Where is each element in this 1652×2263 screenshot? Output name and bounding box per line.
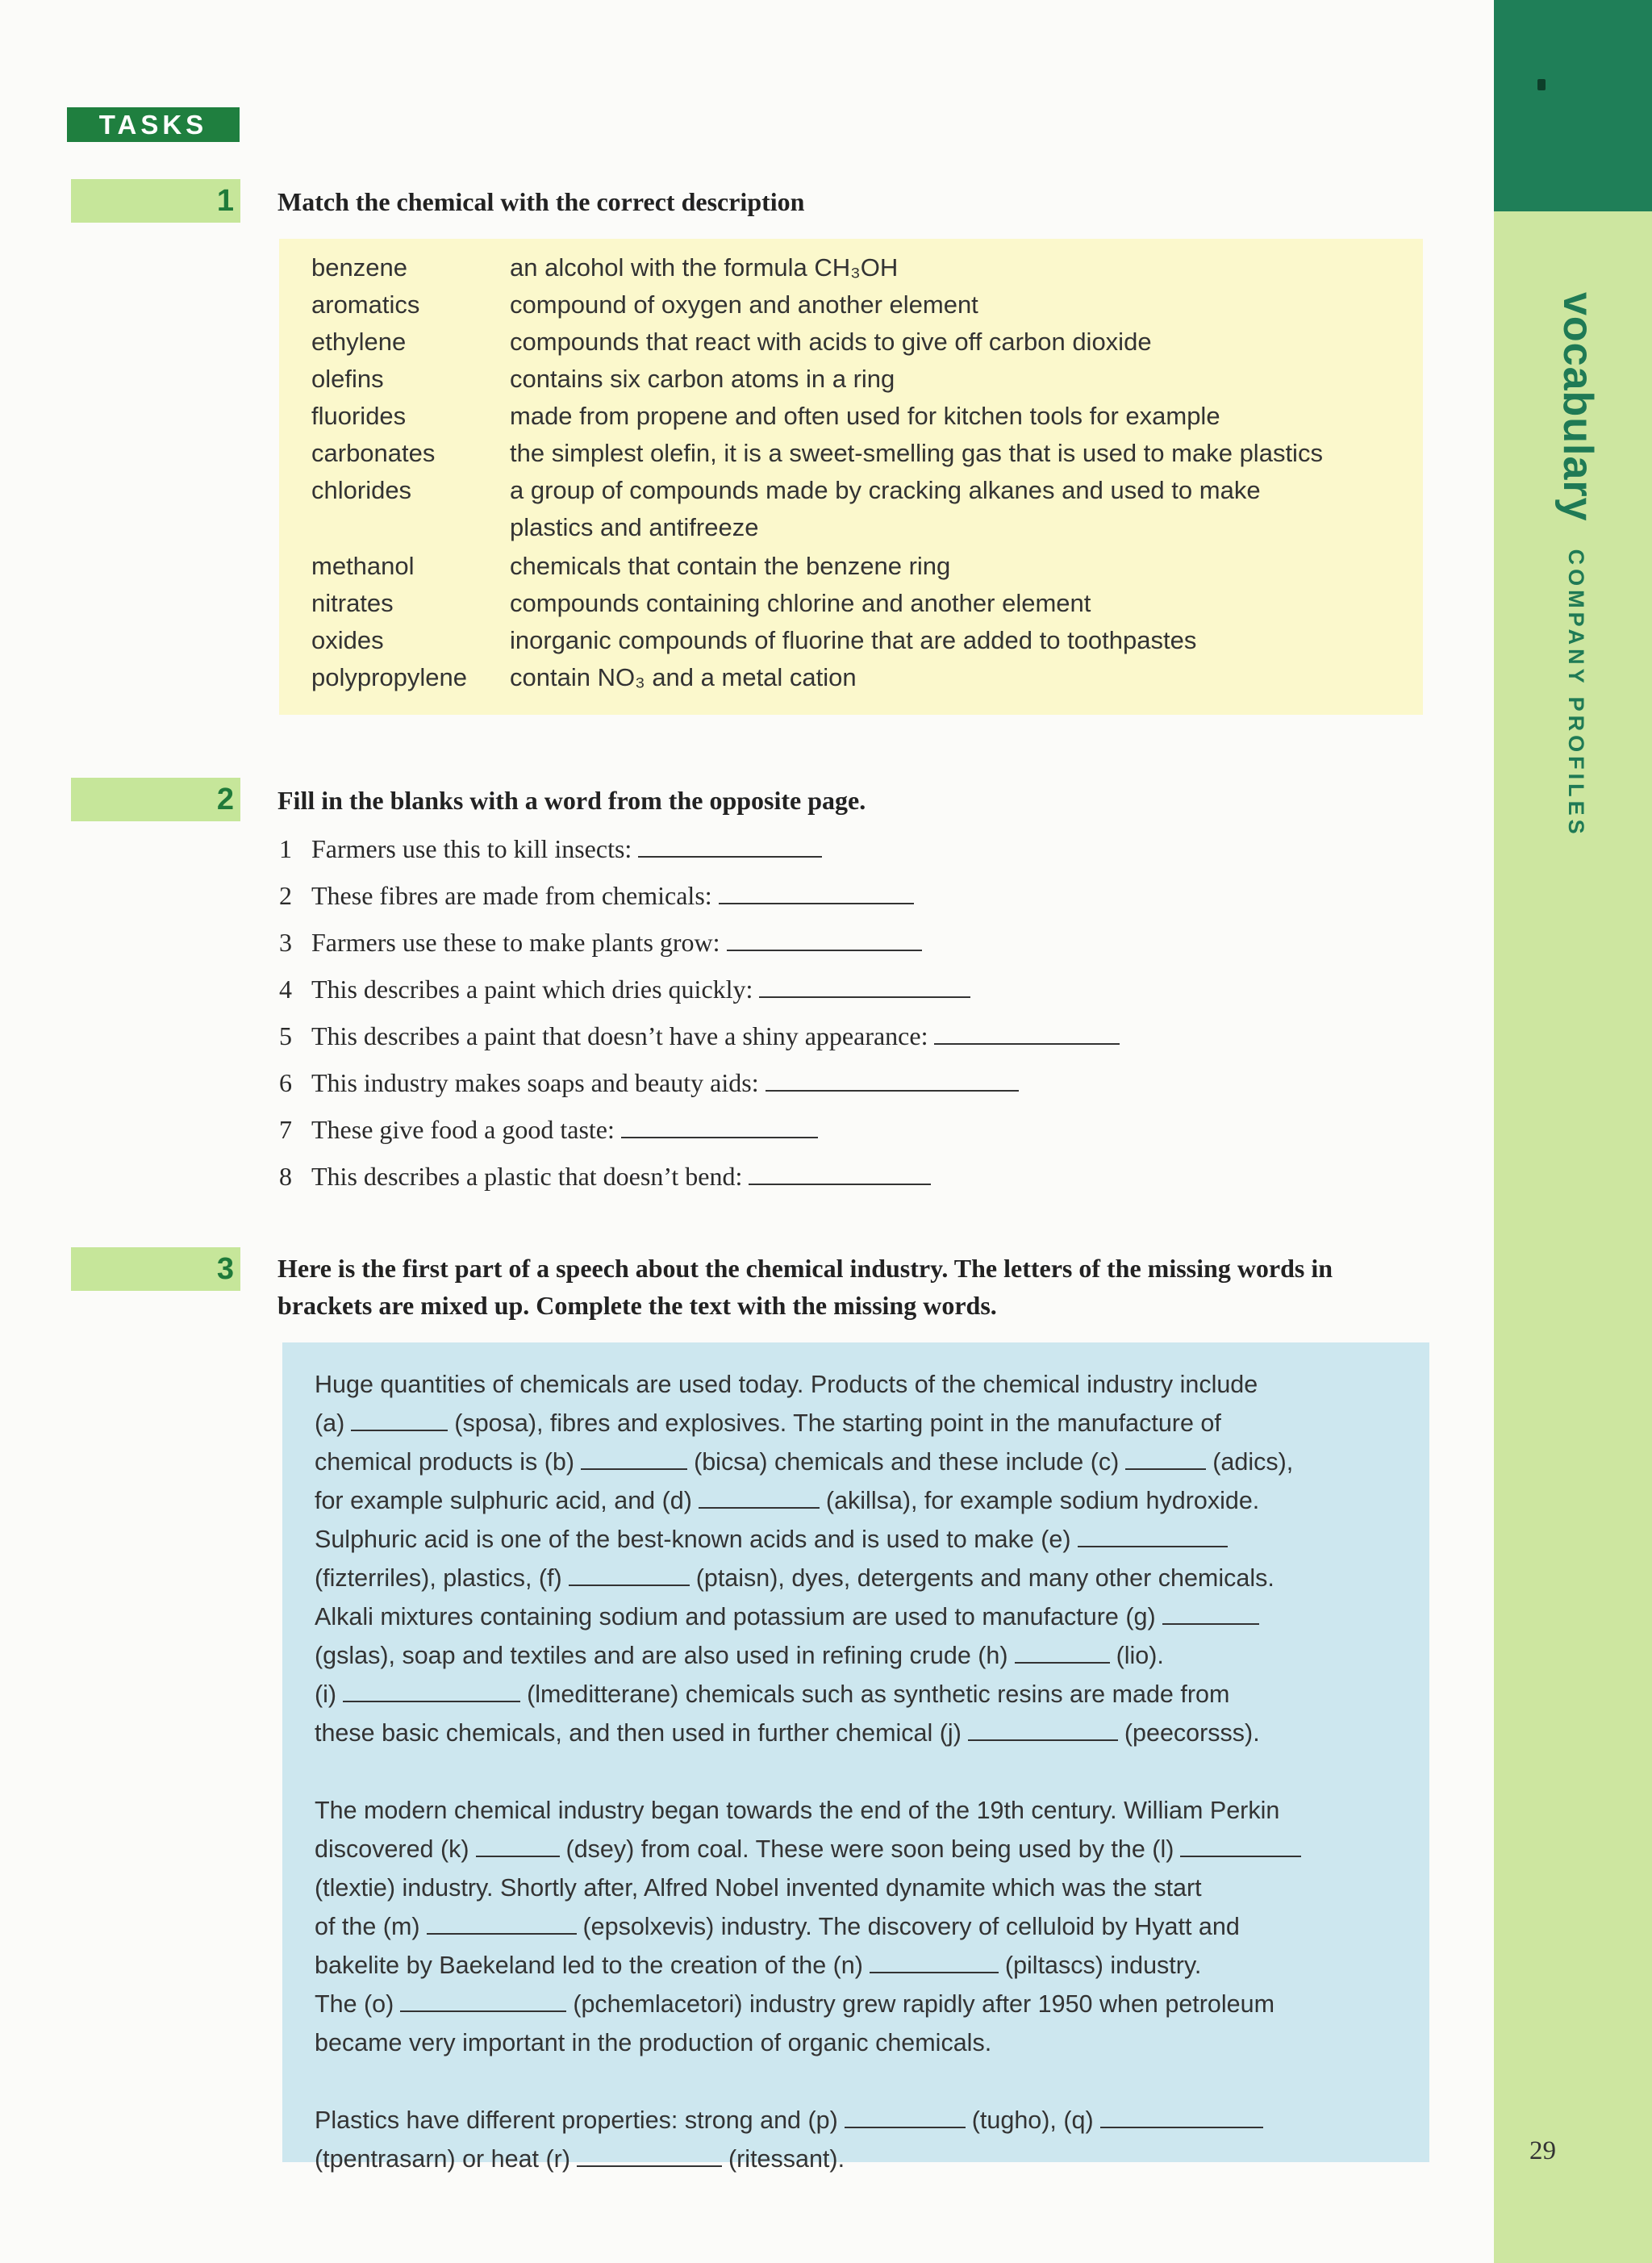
speech-text: Huge quantities of chemicals are used today. Products of the chemical industry include (315, 1371, 1258, 1398)
speech-text: (lmeditterane) chemicals such as synthetic resins are made from (527, 1681, 1230, 1708)
tasks-badge: TASKS (67, 107, 240, 142)
page-number: 29 (1529, 2136, 1556, 2165)
match-description: an alcohol with the formula CH₃OH (510, 253, 899, 282)
speech-text: Sulphuric acid is one of the best-known acids and is used to make (e) (315, 1526, 1071, 1553)
match-term: oxides (311, 626, 384, 654)
fill-item-number: 3 (279, 928, 292, 957)
speech-line (315, 1404, 1221, 1443)
match-description: chemicals that contain the benzene ring (510, 552, 951, 580)
task-3-number: 3 (71, 1247, 240, 1291)
fill-item-text: This describes a plastic that doesn’t bend: (311, 1162, 743, 1191)
speech-text: (adics), (1212, 1448, 1294, 1476)
task-3-title-line2: brackets are mixed up. Complete the text with the missing words. (277, 1291, 997, 1320)
speech-text: became very important in the production of organic chemicals. (315, 2029, 992, 2056)
fill-item (279, 925, 922, 960)
speech-text: (pchemlacetori) industry grew rapidly after 1950 when petroleum (573, 1990, 1274, 2018)
missing-word-blank[interactable] (1078, 1525, 1228, 1547)
fill-item (279, 1018, 1120, 1054)
answer-blank[interactable] (749, 1159, 931, 1185)
speech-text: (bicsa) chemicals and these include (c) (694, 1448, 1120, 1476)
speech-line (315, 1791, 1279, 1830)
speech-text: (i) (315, 1681, 337, 1708)
speech-text: (piltascs) industry. (1004, 1952, 1202, 1979)
match-description: compound of oxygen and another element (510, 290, 978, 319)
match-description: made from propene and often used for kitchen tools for example (510, 402, 1220, 430)
speech-text: these basic chemicals, and then used in further chemical (j) (315, 1719, 962, 1747)
speech-text: (gslas), soap and textiles and are also used in refining crude (h) (315, 1642, 1008, 1669)
fill-item-text: This describes a paint that doesn’t have a shiny appearance: (311, 1021, 928, 1050)
speech-text: (sposa), fibres and explosives. The starting point in the manufacture of (454, 1409, 1221, 1437)
speech-line (315, 2101, 1270, 2140)
match-term: carbonates (311, 439, 436, 467)
missing-word-blank[interactable] (400, 1990, 566, 2012)
answer-blank[interactable] (759, 972, 970, 998)
task-1-number: 1 (71, 179, 240, 223)
sidebar-header-block (1494, 0, 1652, 211)
fill-item-text: Farmers use this to kill insects: (311, 834, 632, 863)
missing-word-blank[interactable] (1100, 2106, 1263, 2128)
speech-line (315, 1481, 1259, 1520)
missing-word-blank[interactable] (581, 1447, 687, 1470)
fill-item (279, 1065, 1019, 1100)
match-term: methanol (311, 552, 415, 580)
fill-item (279, 878, 914, 913)
fill-item-number: 7 (279, 1115, 292, 1144)
speech-text: The (o) (315, 1990, 394, 2018)
match-term: chlorides (311, 476, 412, 504)
speech-line (315, 1830, 1308, 1868)
fill-item-number: 5 (279, 1021, 292, 1050)
missing-word-blank[interactable] (1180, 1835, 1301, 1857)
fill-item-text: These give food a good taste: (311, 1115, 615, 1144)
missing-word-blank[interactable] (699, 1486, 820, 1509)
match-description: compounds containing chlorine and another element (510, 589, 1091, 617)
speech-line (315, 1365, 1258, 1404)
fill-item-number: 8 (279, 1162, 292, 1191)
speech-line (315, 1714, 1260, 1752)
answer-blank[interactable] (766, 1066, 1019, 1092)
speech-line (315, 2140, 845, 2178)
answer-blank[interactable] (621, 1113, 818, 1138)
speech-text: chemical products is (b) (315, 1448, 575, 1476)
match-description: contains six carbon atoms in a ring (510, 365, 895, 393)
speech-line (315, 1985, 1274, 2023)
fill-item-number: 4 (279, 975, 292, 1004)
match-term: polypropylene (311, 663, 468, 691)
fill-item-text: This industry makes soaps and beauty aids: (311, 1068, 759, 1097)
speech-text: (ptaisn), dyes, detergents and many other chemicals. (695, 1564, 1274, 1592)
missing-word-blank[interactable] (343, 1680, 520, 1702)
missing-word-blank[interactable] (968, 1718, 1118, 1741)
speech-text: bakelite by Baekeland led to the creation of the (n) (315, 1952, 863, 1979)
speech-text: (tugho), (q) (971, 2106, 1094, 2134)
speech-line (315, 1559, 1274, 1597)
speech-line (315, 2023, 991, 2062)
answer-blank[interactable] (638, 832, 822, 858)
missing-word-blank[interactable] (1162, 1602, 1259, 1625)
missing-word-blank[interactable] (1015, 1641, 1110, 1664)
speech-line (315, 1520, 1234, 1559)
speech-line (315, 1597, 1266, 1636)
match-description: contain NO₃ and a metal cation (510, 663, 857, 691)
section-sub: COMPANY PROFILES (1564, 549, 1588, 838)
speech-text: (lio). (1116, 1642, 1164, 1669)
fill-item-text: Farmers use these to make plants grow: (311, 928, 720, 957)
speech-text: for example sulphuric acid, and (d) (315, 1487, 692, 1514)
speech-line (315, 1636, 1164, 1675)
speech-text: (tlextie) industry. Shortly after, Alfred Nobel invented dynamite which was the start (315, 1874, 1202, 1902)
fill-item-text: These fibres are made from chemicals: (311, 881, 712, 910)
match-description: a group of compounds made by cracking alkanes and used to make (510, 476, 1261, 504)
match-term: benzene (311, 253, 407, 282)
missing-word-blank[interactable] (427, 1912, 577, 1935)
speech-text: (dsey) from coal. These were soon being used by the (l) (565, 1835, 1174, 1863)
fill-item-number: 6 (279, 1068, 292, 1097)
task-3-title-line1: Here is the first part of a speech about the chemical industry. The letters of the missing words in (277, 1254, 1333, 1283)
missing-word-blank[interactable] (1125, 1447, 1206, 1470)
speech-line (315, 1946, 1201, 1985)
answer-blank[interactable] (934, 1019, 1120, 1045)
speech-text: The modern chemical industry began towards the end of the 19th century. William Perkin (315, 1797, 1280, 1824)
speech-text: (akillsa), for example sodium hydroxide. (825, 1487, 1260, 1514)
speech-text: Plastics have different properties: strong and (p) (315, 2106, 838, 2134)
missing-word-blank[interactable] (569, 1564, 690, 1586)
speech-text: of the (m) (315, 1913, 420, 1940)
speech-line (315, 1443, 1293, 1481)
section-word: vocabulary (1554, 292, 1601, 522)
missing-word-blank[interactable] (870, 1951, 999, 1973)
fill-item (279, 831, 822, 866)
fill-item-number: 1 (279, 834, 292, 863)
speech-text: (a) (315, 1409, 345, 1437)
speech-line (315, 1675, 1229, 1714)
missing-word-blank[interactable] (351, 1409, 448, 1431)
match-term: aromatics (311, 290, 420, 319)
speech-text: Alkali mixtures containing sodium and potassium are used to manufacture (g) (315, 1603, 1156, 1630)
speech-box (282, 1342, 1429, 2173)
match-term: ethylene (311, 328, 407, 356)
speech-line (315, 1907, 1240, 1946)
speech-text: (tpentrasarn) or heat (r) (315, 2145, 570, 2173)
match-term: olefins (311, 365, 384, 393)
fill-item (279, 1112, 818, 1147)
answer-blank[interactable] (719, 879, 914, 904)
match-term: nitrates (311, 589, 394, 617)
match-description: inorganic compounds of fluorine that are added to toothpastes (510, 626, 1197, 654)
speech-text: (fizterriles), plastics, (f) (315, 1564, 562, 1592)
missing-word-blank[interactable] (476, 1835, 560, 1857)
sidebar-label (1554, 292, 1618, 873)
speech-line (315, 1868, 1202, 1907)
task-2-number: 2 (71, 778, 240, 821)
match-box (279, 239, 1423, 715)
match-description: plastics and antifreeze (510, 513, 759, 541)
missing-word-blank[interactable] (845, 2106, 966, 2128)
sidebar-mark (1537, 79, 1546, 90)
fill-item-text: This describes a paint which dries quickly: (311, 975, 753, 1004)
fill-item-number: 2 (279, 881, 292, 910)
match-term: fluorides (311, 402, 407, 430)
fill-item (279, 971, 970, 1007)
match-description: the simplest olefin, it is a sweet-smelling gas that is used to make plastics (510, 439, 1323, 467)
missing-word-blank[interactable] (577, 2144, 722, 2167)
speech-text: (epsolxevis) industry. The discovery of celluloid by Hyatt and (582, 1913, 1240, 1940)
speech-text: (ritessant). (728, 2145, 845, 2173)
task-2-title: Fill in the blanks with a word from the opposite page. (277, 786, 866, 815)
speech-text: discovered (k) (315, 1835, 469, 1863)
task-1-title: Match the chemical with the correct description (277, 187, 805, 216)
answer-blank[interactable] (727, 925, 922, 951)
match-description: compounds that react with acids to give off carbon dioxide (510, 328, 1152, 356)
fill-item (279, 1159, 931, 1194)
speech-text: (peecorsss). (1124, 1719, 1260, 1747)
